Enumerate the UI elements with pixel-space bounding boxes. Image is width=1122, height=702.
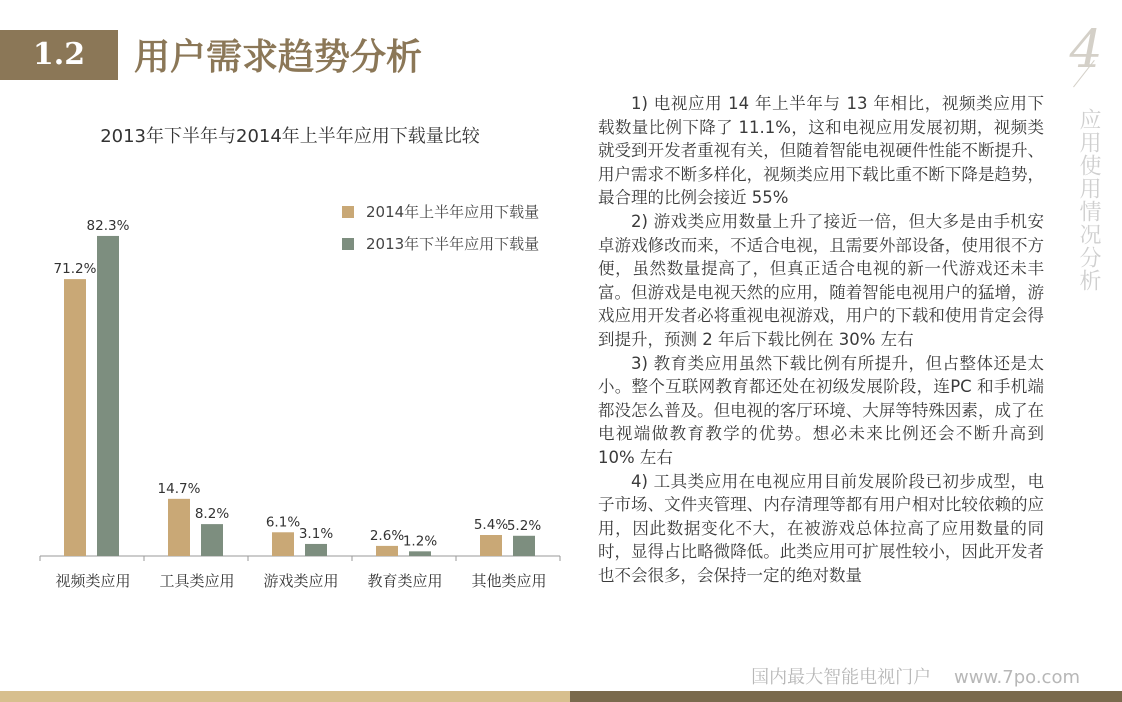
- bar-h1-2014: [168, 499, 190, 556]
- bar-chart: [0, 150, 580, 600]
- section-number: 1.2: [32, 37, 86, 72]
- bar-h2-2013: [97, 236, 119, 556]
- data-label: 82.3%: [86, 217, 130, 234]
- data-label: 6.1%: [265, 514, 301, 531]
- bar-h2-2013: [409, 551, 431, 556]
- chapter-number: 4: [1069, 20, 1103, 80]
- category-label: 教育类应用: [367, 572, 443, 590]
- legend-swatch: [342, 238, 354, 250]
- chart-title: 2013年下半年与2014年上半年应用下载量比较: [100, 126, 480, 147]
- page-title: 用户需求趋势分析: [134, 36, 423, 78]
- bar-h1-2014: [376, 546, 398, 556]
- bar-h1-2014: [480, 535, 502, 556]
- analysis-text: [598, 92, 1044, 587]
- paragraph-1: 1) 电视应用 14 年上半年与 13 年相比，视频类应用下载数量比例下降了 11.1%，这和电视应用发展初期，视频类就受到开发者重视有关，但随着智能电视硬件性能不断提升、用户需求不断多样化，视频类应用下载比重不断下降是趋势，最合理的比例会接近 55%: [598, 94, 1044, 208]
- bar-h2-2013: [305, 544, 327, 556]
- paragraph-3: 3) 教育类应用虽然下载比例有所提升，但占整体还是太小。整个互联网教育都还处在初级发展阶段，连PC 和手机端都没怎么普及。但电视的客厅环境、大屏等特殊因素，成了在电视端做教育教学的优势。想必未来比例还会不断升高到 10% 左右: [598, 353, 1044, 467]
- data-label: 8.2%: [194, 506, 230, 523]
- paragraph-2: 2) 游戏类应用数量上升了接近一倍，但大多是由手机安卓游戏修改而来，不适合电视，且需要外部设备，使用很不方便，虽然数量提高了，但真正适合电视的新一代游戏还未丰富。但游戏是电视天然的应用，随着智能电视用户的猛增，游戏应用开发者必将重视电视游戏，用户的下载和使用肯定会得到提升，预测 2 年后下载比例在 30% 左右: [598, 211, 1044, 349]
- category-label: 视频类应用: [55, 572, 131, 590]
- bar-h2-2013: [513, 536, 535, 556]
- legend-label: 2014年上半年应用下载量: [366, 203, 540, 221]
- data-label: 14.7%: [157, 480, 201, 497]
- footer-text: [751, 663, 1080, 689]
- data-label: 5.2%: [506, 517, 542, 534]
- footer-slogan: 国内最大智能电视门户: [751, 667, 932, 688]
- footer-bar-right: [570, 691, 1122, 702]
- category-label: 工具类应用: [159, 572, 235, 590]
- chapter-side-title: 应用使用情况分析: [1076, 108, 1101, 292]
- bar-h1-2014: [64, 279, 86, 556]
- bar-h1-2014: [272, 532, 294, 556]
- data-label: 1.2%: [402, 533, 438, 550]
- category-label: 其他类应用: [471, 572, 547, 590]
- category-label: 游戏类应用: [263, 572, 339, 590]
- legend-label: 2013年下半年应用下载量: [366, 235, 540, 253]
- paragraph-4: 4) 工具类应用在电视应用目前发展阶段已初步成型，电子市场、文件夹管理、内存清理等都有用户相对比较依赖的应用，因此数据变化不大，在被游戏总体拉高了应用数量的同时，显得占比略微降低。此类应用可扩展性较小，因此开发者也不会很多，会保持一定的绝对数量: [598, 471, 1044, 585]
- bar-h2-2013: [201, 524, 223, 556]
- data-label: 3.1%: [298, 525, 334, 542]
- footer-url[interactable]: www.7po.com: [954, 667, 1080, 688]
- footer-bar-left: [0, 691, 570, 702]
- legend-swatch: [342, 206, 354, 218]
- data-label: 2.6%: [369, 527, 405, 544]
- data-label: 5.4%: [473, 517, 509, 533]
- data-label: 71.2%: [53, 261, 97, 278]
